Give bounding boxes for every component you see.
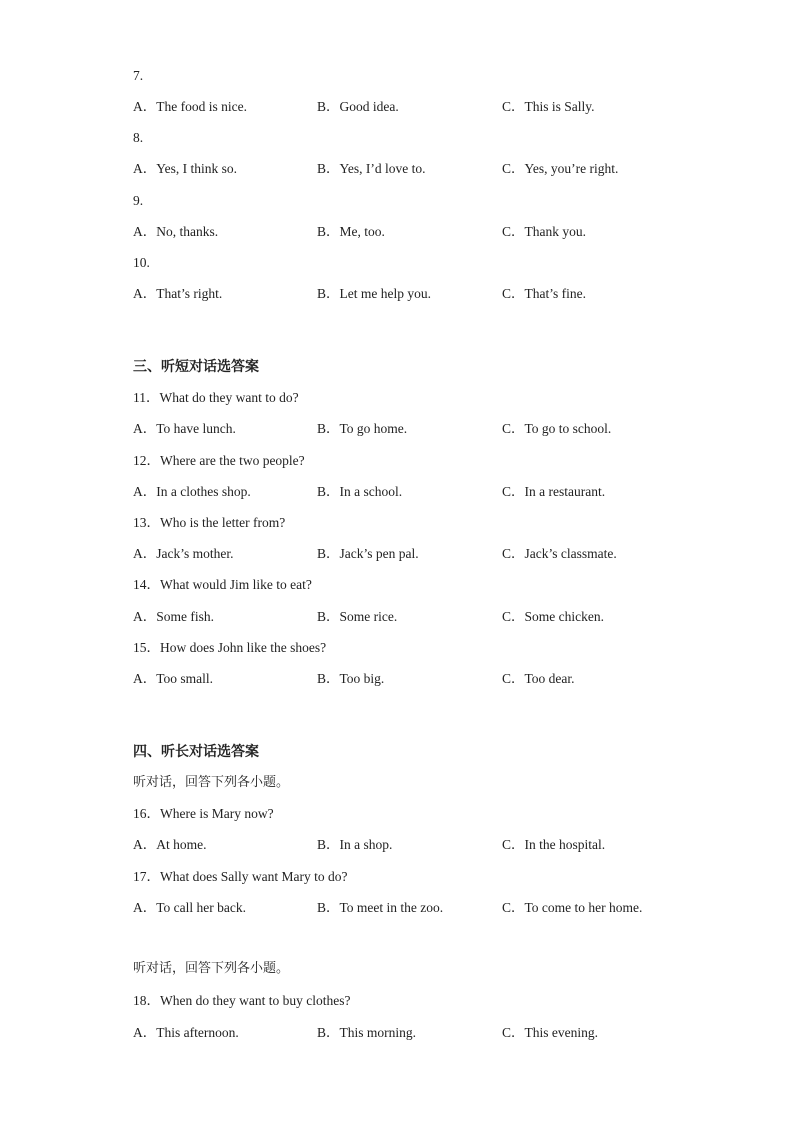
- option-c: C．In a restaurant.: [502, 484, 606, 499]
- question-number: 7.: [133, 68, 144, 83]
- option-b: B．This morning.: [317, 1025, 417, 1040]
- option-c: C．To go to school.: [502, 421, 612, 436]
- option-b: B．Yes, I’d love to.: [317, 161, 426, 176]
- section-heading: 三、听短对话选答案: [133, 359, 259, 375]
- instruction-text: 听对话，回答下列各小题。: [133, 775, 290, 790]
- question-text: 17．What does Sally want Mary to do?: [133, 869, 348, 884]
- question-text: 18．When do they want to buy clothes?: [133, 993, 351, 1008]
- option-b: B．Me, too.: [317, 224, 385, 239]
- option-a: A．This afternoon.: [133, 1025, 239, 1040]
- question-text: 12．Where are the two people?: [133, 453, 305, 468]
- option-c: C．Too dear.: [502, 671, 575, 686]
- section-heading: 四、听长对话选答案: [133, 744, 259, 760]
- option-c: C．That’s fine.: [502, 286, 586, 301]
- option-b: B．Jack’s pen pal.: [317, 546, 419, 561]
- question-text: 15．How does John like the shoes?: [133, 640, 327, 655]
- option-c: C．To come to her home.: [502, 900, 643, 915]
- option-b: B．In a school.: [317, 484, 403, 499]
- option-c: C．Thank you.: [502, 224, 586, 239]
- option-a: A．Jack’s mother.: [133, 546, 234, 561]
- question-number: 10.: [133, 255, 150, 270]
- option-c: C．In the hospital.: [502, 837, 606, 852]
- option-c: C．This evening.: [502, 1025, 598, 1040]
- option-a: A．Some fish.: [133, 609, 214, 624]
- option-b: B．Some rice.: [317, 609, 398, 624]
- option-a: A．That’s right.: [133, 286, 223, 301]
- option-a: A．No, thanks.: [133, 224, 219, 239]
- option-b: B．Let me help you.: [317, 286, 431, 301]
- option-c: C．Yes, you’re right.: [502, 161, 619, 176]
- option-a: A．In a clothes shop.: [133, 484, 251, 499]
- question-text: 13．Who is the letter from?: [133, 515, 286, 530]
- question-text: 14．What would Jim like to eat?: [133, 577, 312, 592]
- option-b: B．To go home.: [317, 421, 408, 436]
- option-a: A．At home.: [133, 837, 207, 852]
- option-c: C．Jack’s classmate.: [502, 546, 617, 561]
- question-number: 9.: [133, 193, 144, 208]
- option-a: A．To call her back.: [133, 900, 247, 915]
- option-a: A．To have lunch.: [133, 421, 236, 436]
- option-a: A．Yes, I think so.: [133, 161, 238, 176]
- option-b: B．In a shop.: [317, 837, 393, 852]
- option-c: C．This is Sally.: [502, 99, 595, 114]
- option-c: C．Some chicken.: [502, 609, 604, 624]
- option-a: A．Too small.: [133, 671, 214, 686]
- question-text: 11．What do they want to do?: [133, 390, 299, 405]
- question-number: 8.: [133, 130, 144, 145]
- option-b: B．Too big.: [317, 671, 385, 686]
- instruction-text: 听对话，回答下列各小题。: [133, 961, 290, 976]
- option-a: A．The food is nice.: [133, 99, 247, 114]
- option-b: B．To meet in the zoo.: [317, 900, 444, 915]
- question-text: 16．Where is Mary now?: [133, 806, 274, 821]
- option-b: B．Good idea.: [317, 99, 399, 114]
